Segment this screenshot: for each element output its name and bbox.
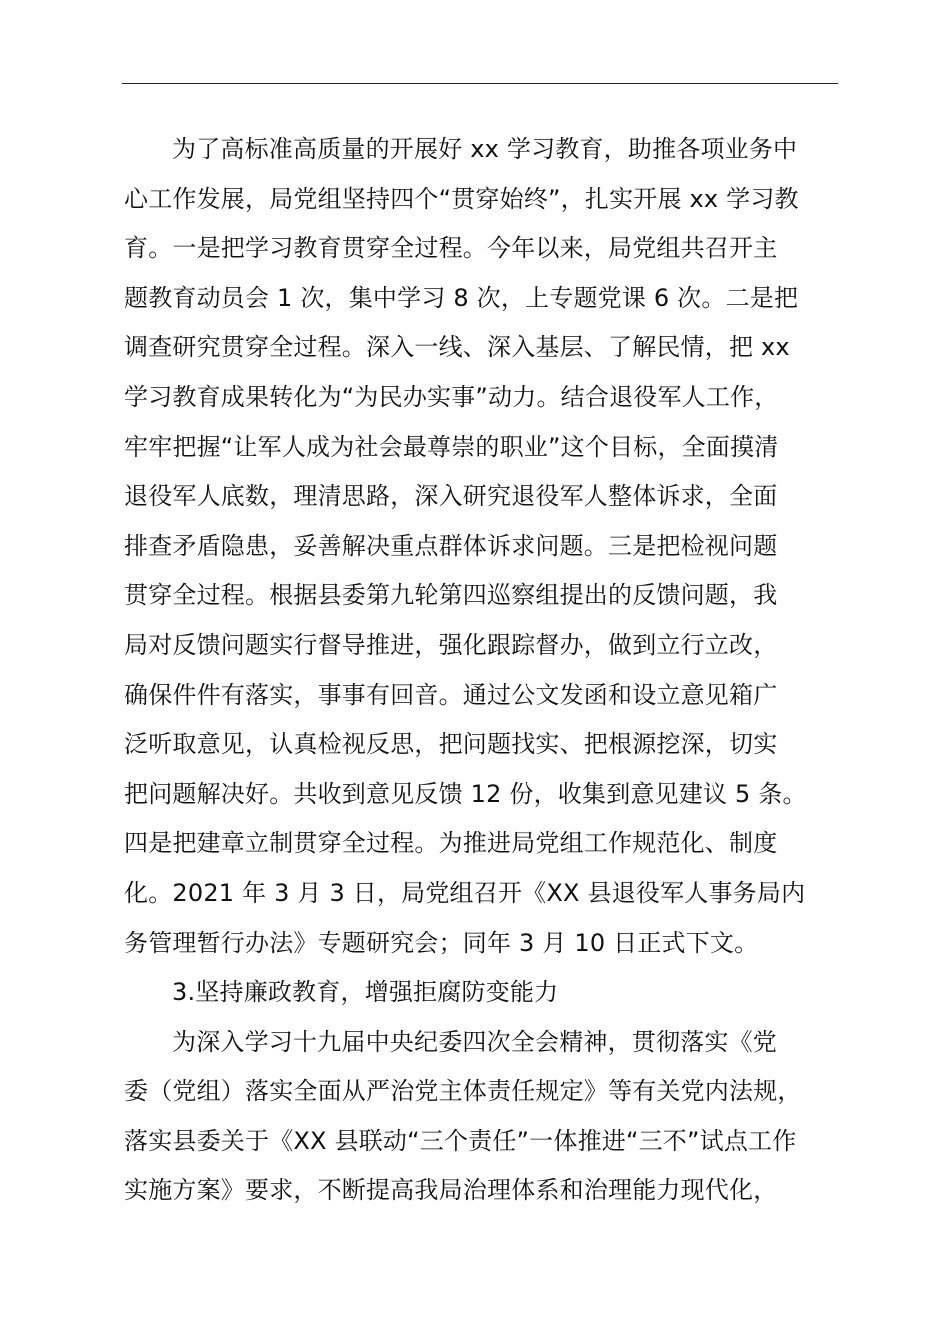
text-line: 四是把建章立制贯穿全过程。为推进局党组工作规范化、制度 bbox=[124, 829, 778, 858]
text-line: 排查矛盾隐患，妥善解决重点群体诉求问题。三是把检视问题 bbox=[124, 531, 778, 560]
text-line: 学习教育成果转化为“为民办实事”动力。结合退役军人工作， bbox=[124, 382, 779, 411]
text-line: 为深入学习十九届中央纪委四次全会精神，贯彻落实《党 bbox=[172, 1027, 777, 1056]
text-line: 泛听取意见，认真检视反思，把问题找实、把根源挖深，切实 bbox=[124, 730, 778, 759]
text-line: 落实县委关于《XX 县联动“三个责任”一体推进“三不”试点工作 bbox=[124, 1126, 797, 1155]
text-line: 实施方案》要求，不断提高我局治理体系和治理能力现代化， bbox=[124, 1176, 778, 1205]
text-line: 牢牢把握“让军人成为社会最尊崇的职业”这个目标，全面摸清 bbox=[124, 432, 779, 461]
text-line: 局对反馈问题实行督导推进，强化跟踪督办，做到立行立改， bbox=[124, 630, 778, 659]
text-line: 育。一是把学习教育贯穿全过程。今年以来，局党组共召开主 bbox=[124, 234, 778, 263]
text-line: 化。2021 年 3 月 3 日，局党组召开《XX 县退役军人事务局内 bbox=[124, 878, 806, 907]
header-rule bbox=[122, 83, 838, 84]
text-line: 确保件件有落实，事事有回音。通过公文发函和设立意见箱广 bbox=[124, 680, 778, 709]
text-line: 贯穿全过程。根据县委第九轮第四巡察组提出的反馈问题，我 bbox=[124, 581, 778, 610]
text-line: 把问题解决好。共收到意见反馈 12 份，收集到意见建议 5 条。 bbox=[124, 779, 807, 808]
text-line: 心工作发展，局党组坚持四个“贯穿始终”，扎实开展 xx 学习教 bbox=[124, 184, 799, 213]
text-line: 退役军人底数，理清思路，深入研究退役军人整体诉求，全面 bbox=[124, 482, 778, 511]
text-line: 调查研究贯穿全过程。深入一线、深入基层、了解民情，把 xx bbox=[124, 333, 790, 362]
section-heading: 3.坚持廉政教育，增强拒腐防变能力 bbox=[172, 978, 559, 1007]
document-body bbox=[124, 125, 864, 1216]
text-line: 务管理暂行办法》专题研究会；同年 3 月 10 日正式下文。 bbox=[124, 928, 759, 957]
text-line: 委（党组）落实全面从严治党主体责任规定》等有关党内法规， bbox=[124, 1077, 802, 1106]
text-line: 为了高标准高质量的开展好 xx 学习教育，助推各项业务中 bbox=[172, 135, 798, 163]
text-line: 题教育动员会 1 次，集中学习 8 次，上专题党课 6 次。二是把 bbox=[124, 283, 799, 312]
